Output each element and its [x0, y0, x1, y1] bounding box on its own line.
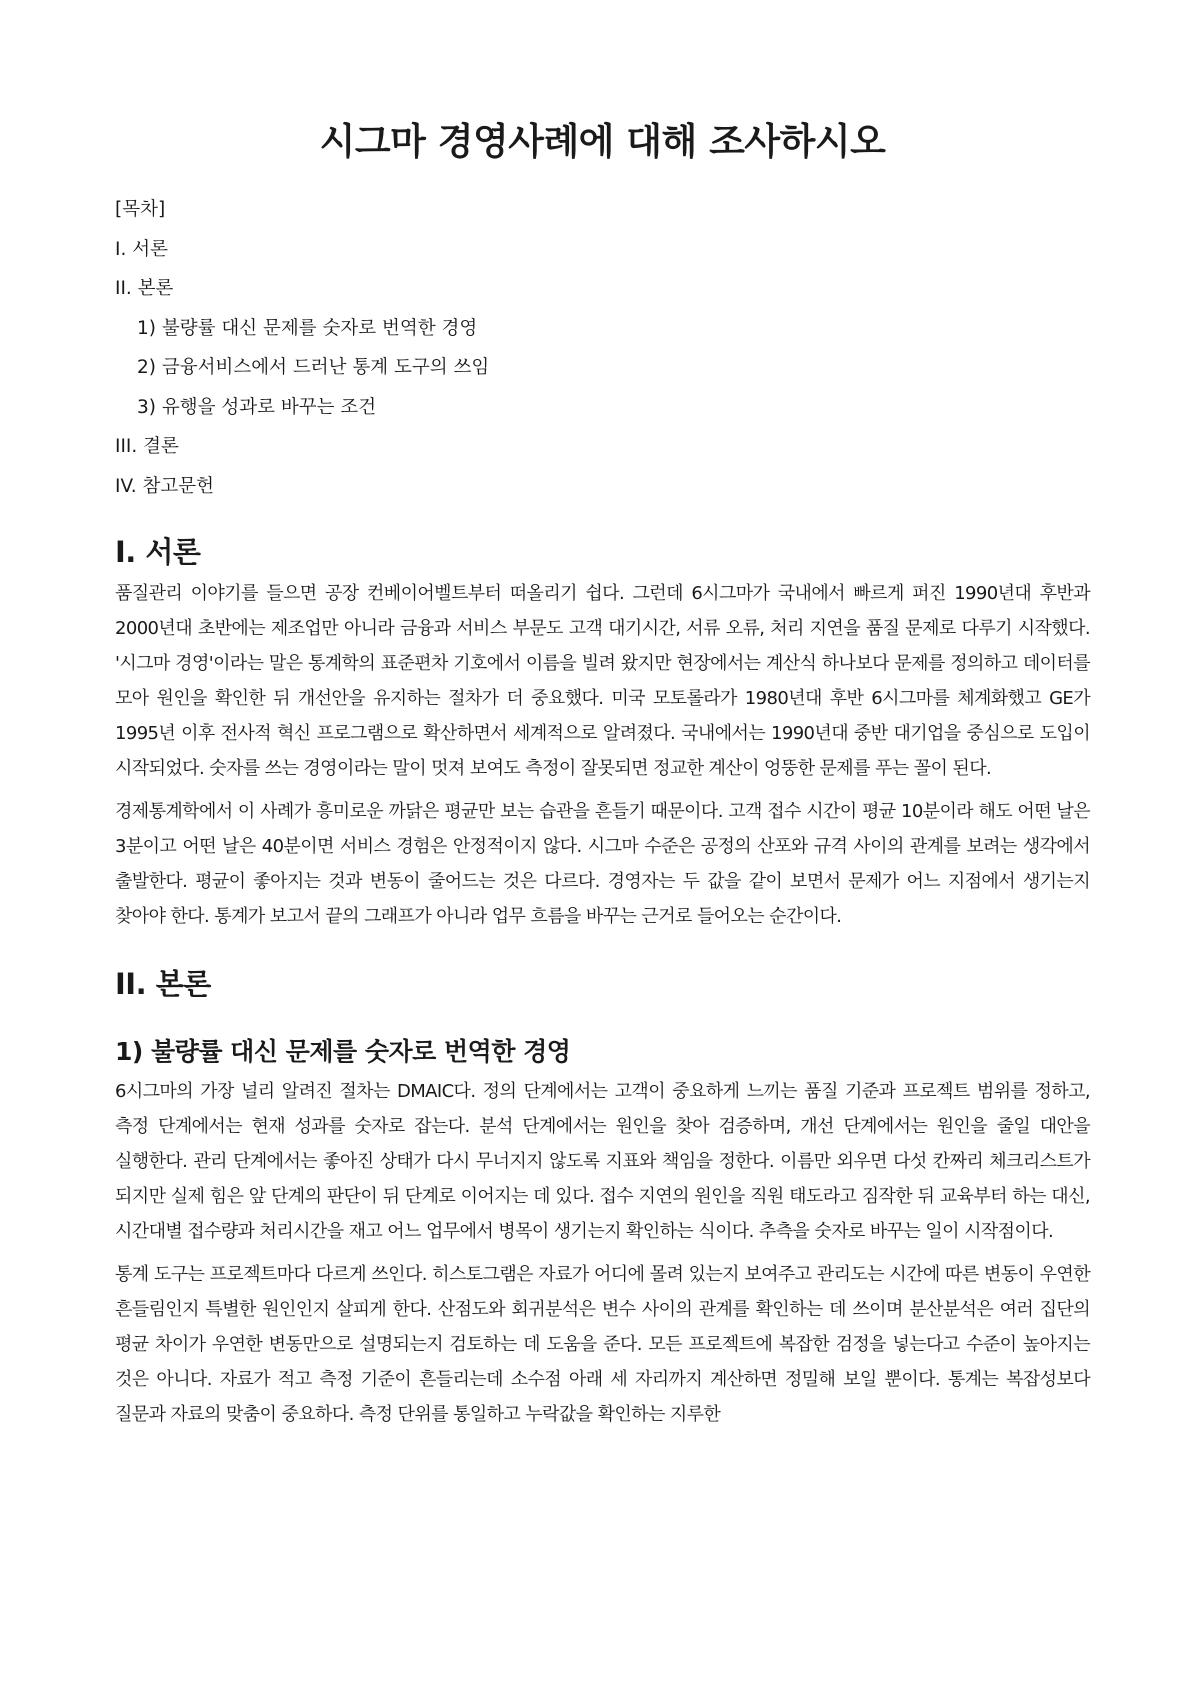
body-paragraph: 6시그마의 가장 널리 알려진 절차는 DMAIC다. 정의 단계에서는 고객이 중요하게 느끼는 품질 기준과 프로젝트 범위를 정하고, 측정 단계에서는 현재 성과를 숫자로 잡는다. 분석 단계에서는 원인을 찾아 검증하며, 개선 단계에서는 원인을 줄일 대안을 실행한다. 관리 단계에서는 좋아진 상태가 다시 무너지지 않도록 지표와 책임을 정한다. 이름만 외우면 다섯 칸짜리 체크리스트가 되지만 실제 힘은 앞 단계의 판단이 뒤 단계로 이어지는 데 있다. 접수 지연의 원인을 직원 태도라고 짐작한 뒤 교육부터 하는 대신, 시간대별 접수량과 처리시간을 재고 어느 업무에서 병목이 생기는지 확인하는 식이다. 추측을 숫자로 바꾸는 일이 시작점이다. [115, 1081, 1090, 1242]
body-paragraph: 통계 도구는 프로젝트마다 다르게 쓰인다. 히스토그램은 자료가 어디에 몰려 있는지 보여주고 관리도는 시간에 따른 변동이 우연한 흔들림인지 특별한 원인인지 살피게 한다. 산점도와 회귀분석은 변수 사이의 관계를 확인하는 데 쓰이며 분산분석은 여러 집단의 평균 차이가 우연한 변동만으로 설명되는지 검토하는 데 도움을 준다. 모든 프로젝트에 복잡한 검정을 넣는다고 수준이 높아지는 것은 아니다. 자료가 적고 측정 기준이 흔들리는데 소수점 아래 세 자리까지 계산하면 정밀해 보일 뿐이다. 통계는 복잡성보다 질문과 자료의 맞춤이 중요하다. 측정 단위를 통일하고 누락값을 확인하는 지루한 [115, 1264, 1090, 1425]
toc-item: II. 본론 [115, 278, 174, 299]
table-of-contents [115, 190, 1090, 506]
toc-subitem: 1) 불량률 대신 문제를 숫자로 번역한 경영 [137, 317, 478, 339]
toc-item: IV. 참고문헌 [115, 475, 214, 497]
toc-item: I. 서론 [115, 238, 168, 260]
section-heading-body: II. 본론 [115, 967, 211, 1001]
toc-item: III. 결론 [115, 436, 179, 457]
subsection-heading: 1) 불량률 대신 문제를 숫자로 번역한 경영 [115, 1037, 571, 1066]
toc-subitem: 2) 금융서비스에서 드러난 통계 도구의 쓰임 [137, 357, 490, 378]
toc-heading: [목차] [115, 199, 166, 220]
document-title: 시그마 경영사례에 대해 조사하시오 [319, 120, 886, 163]
intro-paragraph: 품질관리 이야기를 들으면 공장 컨베이어벨트부터 떠올리기 쉽다. 그런데 6시그마가 국내에서 빠르게 퍼진 1990년대 후반과 2000년대 초반에는 제조업만 아니라 금융과 서비스 부문도 고객 대기시간, 서류 오류, 처리 지연을 품질 문제로 다루기 시작했다. '시그마 경영'이라는 말은 통계학의 표준편차 기호에서 이름을 빌려 왔지만 현장에서는 계산식 하나보다 문제를 정의하고 데이터를 모아 원인을 확인한 뒤 개선안을 유지하는 절차가 더 중요했다. 미국 모토롤라가 1980년대 후반 6시그마를 체계화했고 GE가 1995년 이후 전사적 혁신 프로그램으로 확산하면서 세계적으로 알려졌다. 국내에서는 1990년대 중반 대기업을 중심으로 도입이 시작되었다. 숫자를 쓰는 경영이라는 말이 멋져 보여도 측정이 잘못되면 정교한 계산이 엉뚱한 문제를 푸는 꼴이 된다. [115, 583, 1090, 779]
section-heading-intro: I. 서론 [115, 535, 201, 569]
document-page [115, 0, 1090, 1432]
toc-subitem: 3) 유행을 성과로 바꾸는 조건 [137, 396, 377, 418]
intro-paragraph: 경제통계학에서 이 사례가 흥미로운 까닭은 평균만 보는 습관을 흔들기 때문이다. 고객 접수 시간이 평균 10분이라 해도 어떤 날은 3분이고 어떤 날은 40분이면 서비스 경험은 안정적이지 않다. 시그마 수준은 공정의 산포와 규격 사이의 관계를 보려는 생각에서 출발한다. 평균이 좋아지는 것과 변동이 줄어드는 것은 다르다. 경영자는 두 값을 같이 보면서 문제가 어느 지점에서 생기는지 찾아야 한다. 통계가 보고서 끝의 그래프가 아니라 업무 흐름을 바꾸는 근거로 들어오는 순간이다. [115, 801, 1090, 927]
